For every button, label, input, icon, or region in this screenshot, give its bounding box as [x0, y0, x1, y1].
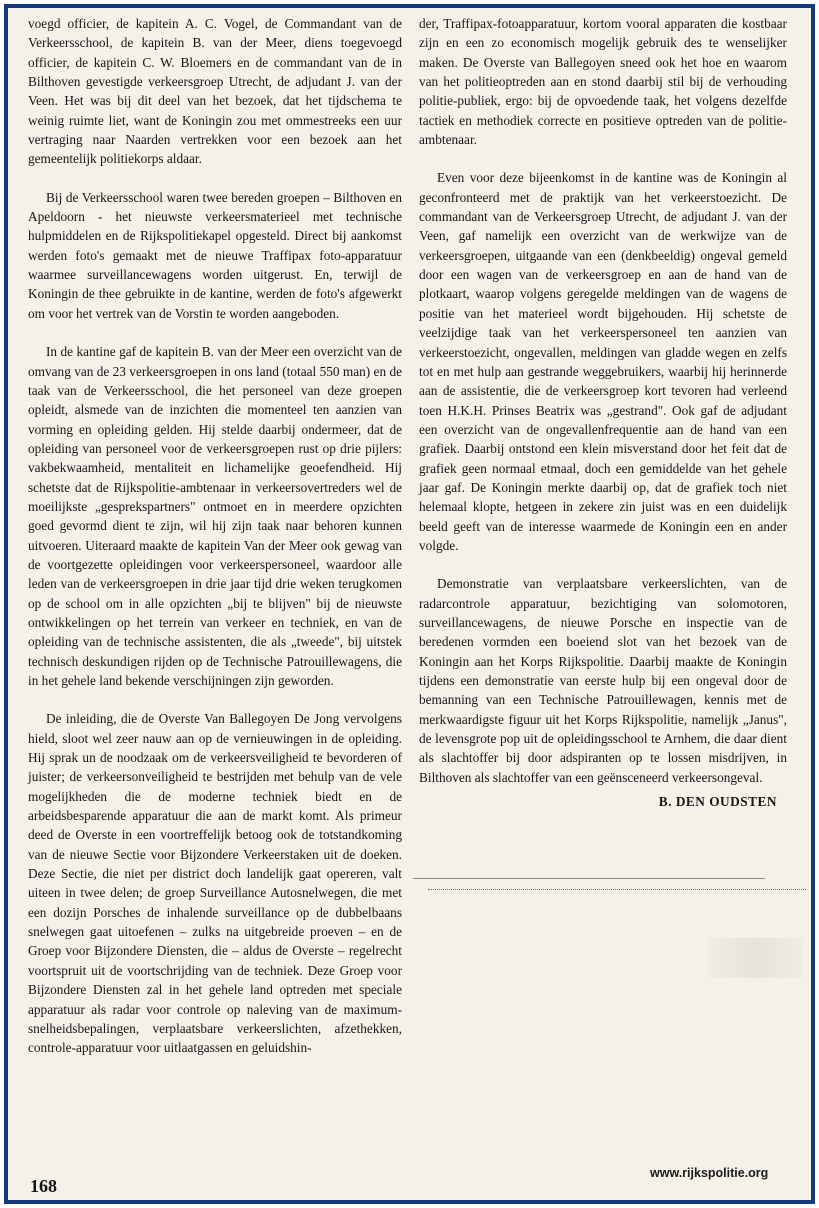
paragraph: Demonstratie van verplaatsbare verkeerslichten, van de radarcontrole apparatuur, bezichtiging van solomotoren, surveillancewagens, de nieuwe Porsche en inspectie van de beredenen vormden een boeiend slot van het bezoek van de Koningin aan het Korps Rijkspolitie. Daarbij maakte de Koningin tijdens een demonstratie van eerste hulp bij een ongeval door de bemanning van een Technische Patrouillewagen, kennis met de merkwaardigste figuur uit het Korps Rijkspolitie, namelijk „Janus", de levensgrote pop uit de opleidingsschool te Arnhem, die daar dient als slachtoffer bij door adspiranten op te lossen misdrijven, in Bilthoven als slachtoffer van een geënsceneerd verkeersongeval. [419, 576, 787, 785]
paragraph: In de kantine gaf de kapitein B. van der Meer een overzicht van de omvang van de 23 verkeersgroepen in ons land (totaal 550 man) en de taak van de Verkeersschool, die het personeel van deze groepen opleidt, alsmede van de inzichten die momenteel ten aanzien van vorming en opleiding gelden. Hij stelde daarbij ondermeer, dat de opleiding van personeel voor de verkeersgroepen rust op drie pijlers: vakbekwaamheid, mentaliteit en lichamelijke geoefendheid. Hij schetste dat de Rijkspolitie-ambtenaar in verkeersovertreders wel de moeilijkste „gesprekspartners" ontmoet en in meerdere opzichten goed gevormd dient te zijn, wil hij zijn taak naar behoren kunnen uitvoeren. Uiteraard maakte de kapitein Van der Meer ook gewag van de voortgezette opleidingen voor verkeerspersoneel, waardoor alle leden van de verkeersgroepen in drie jaar tijd drie weken terugkomen op de school om in alle opzichten „bij te blijven" bij de nieuwste ontwikkelingen op het terrein van verkeer en techniek, en van de opleiding van de technische assistenten, die als „tweede", bij uitstek technisch deskundigen rijden op de Technische Patrouillewagens, die in het gehele land bekende verschijningen zijn geworden. [28, 344, 402, 688]
faint-bleed-through [708, 938, 803, 978]
page-number: 168 [30, 1176, 57, 1196]
divider-line-dotted [428, 889, 806, 890]
paragraph: De inleiding, die de Overste Van Ballegoyen De Jong vervolgens hield, sloot wel zeer nauw aan op de vernieuwingen in de opleiding. Hij sprak un de noodzaak om de verkeersveiligheid te bevorderen of juister; de verkeersonveiligheid te bestrijden met behulp van de vele mogelijkheden die de moderne techniek biedt en de arbeidsbesparende apparatuur die aan de markt komt. Als primeur deed de Overste in een voortreffelijk betoog ook de totstandkoming van de nieuwe Sectie voor Bijzondere Verkeerstaken uit de doeken. Deze Sectie, die niet per district doch landelijk gaat opereren, valt uiteen in twee delen; de groep Surveillance Autosnelwegen, die met een dozijn Porsches de inhalende surveillance op de dubbelbaans snelwegen gaat uitoefenen – zulks na uitgebreide proeven – en de Groep voor Bijzondere Diensten, die – aldus de Overste – regelrecht voortspruit uit de voortschrijding van de techniek. Deze Groep voor Bijzondere Diensten zal in het gehele land optreden met speciale apparatuur als radar voor controle op naleving van de maximum-snelheidsbepalingen, verplaatsbare verkeerslichten, afzethekken, controle-apparatuur voor uitlaatgassen en geluidshin- [28, 711, 402, 1056]
author-signature: B. DEN OUDSTEN [658, 794, 777, 810]
paragraph: voegd officier, de kapitein A. C. Vogel, de Commandant van de Verkeersschool, de kapitein B. van der Meer, diens toegevoegd officier, de kapitein C. W. Bloemers en de commandant van de in Bilthoven gevestigde verkeersgroep Utrecht, de adjudant J. van der Veen. Het was bij dit deel van het bezoek, dat het tijdschema te weinig ruimte liet, want de Koningin zou met ommestreeks een uur vertraging naar Naarden vertrekken voor een bezoek aan het gemeentelijk politiekorps aldaar. [28, 16, 402, 167]
left-column [28, 14, 402, 1077]
page-border [4, 4, 815, 1204]
paragraph: der, Traffipax-fotoapparatuur, kortom vooral apparaten die kostbaar zijn en een zo economisch mogelijk gebruik des te wenselijker maken. De Overste van Ballegoyen sneed ook het hoe en waarom van het politieoptreden aan en stond daarbij stil bij de verhouding politie-publiek, ergo: bij de opvoedende taak, het volgens dezelfde tactiek en methodiek correcte en positieve optreden van de politie-ambtenaar. [419, 16, 787, 148]
scanned-page [8, 8, 811, 1200]
paragraph: Bij de Verkeersschool waren twee bereden groepen – Bilthoven en Apeldoorn - het nieuwste verkeersmaterieel met technische hulpmiddelen en de Rijkspolitiekapel opgesteld. Direct bij aankomst werden foto's gemaakt met de nieuwe Traffipax foto-apparatuur waarmee surveillancewagens worden uitgerust. En, terwijl de Koningin de thee gebruikte in de kantine, werden de foto's afgewerkt om voor het vertrek van de Vorstin te worden aangeboden. [28, 189, 402, 321]
divider-line [413, 878, 765, 879]
right-column [419, 14, 787, 811]
paragraph: Even voor deze bijeenkomst in de kantine was de Koningin al geconfronteerd met de praktijk van het verkeerstoezicht. De commandant van de Verkeersgroep Utrecht, de adjudant J. van der Veen, gaf namelijk een overzicht van de werkwijze van de verkeersgroepen, uitgaande van een (denkbeeldig) ongeval gemeld door een wagen van de verkeersgroep en aan de hand van de plotkaart, waarop volgens geregelde meldingen van de wagens de positie van het materieel wordt bijgehouden. Hij schetste de veelzijdige taak van het verkeerspersoneel ten aanzien van verkeerstoezicht, ongevallen, meldingen van gladde wegen en zelfs tot en met hulp aan gestrande weggebruikers, waarbij hij herinnerde aan de assistentie, die de verkeersgroep kort tevoren had verleend toen H.K.H. Prinses Beatrix was „gestrand". Ook gaf de adjudant een overzicht van de ongevallenfrequentie aan de hand van een grafiek. Daarbij ontstond een klein misverstand door het feit dat de grafiek geen normaal etmaal, doch een gemiddelde van het gehele jaar gaf. De Koningin merkte daarbij op, dat de grafiek toch niet helemaal klopte, hetgeen in zekere zin juist was en een duidelijk beeld geeft van de interesse waarmede de Koningin een en ander volgde. [419, 170, 787, 553]
website-watermark: www.rijkspolitie.org [650, 1166, 769, 1180]
